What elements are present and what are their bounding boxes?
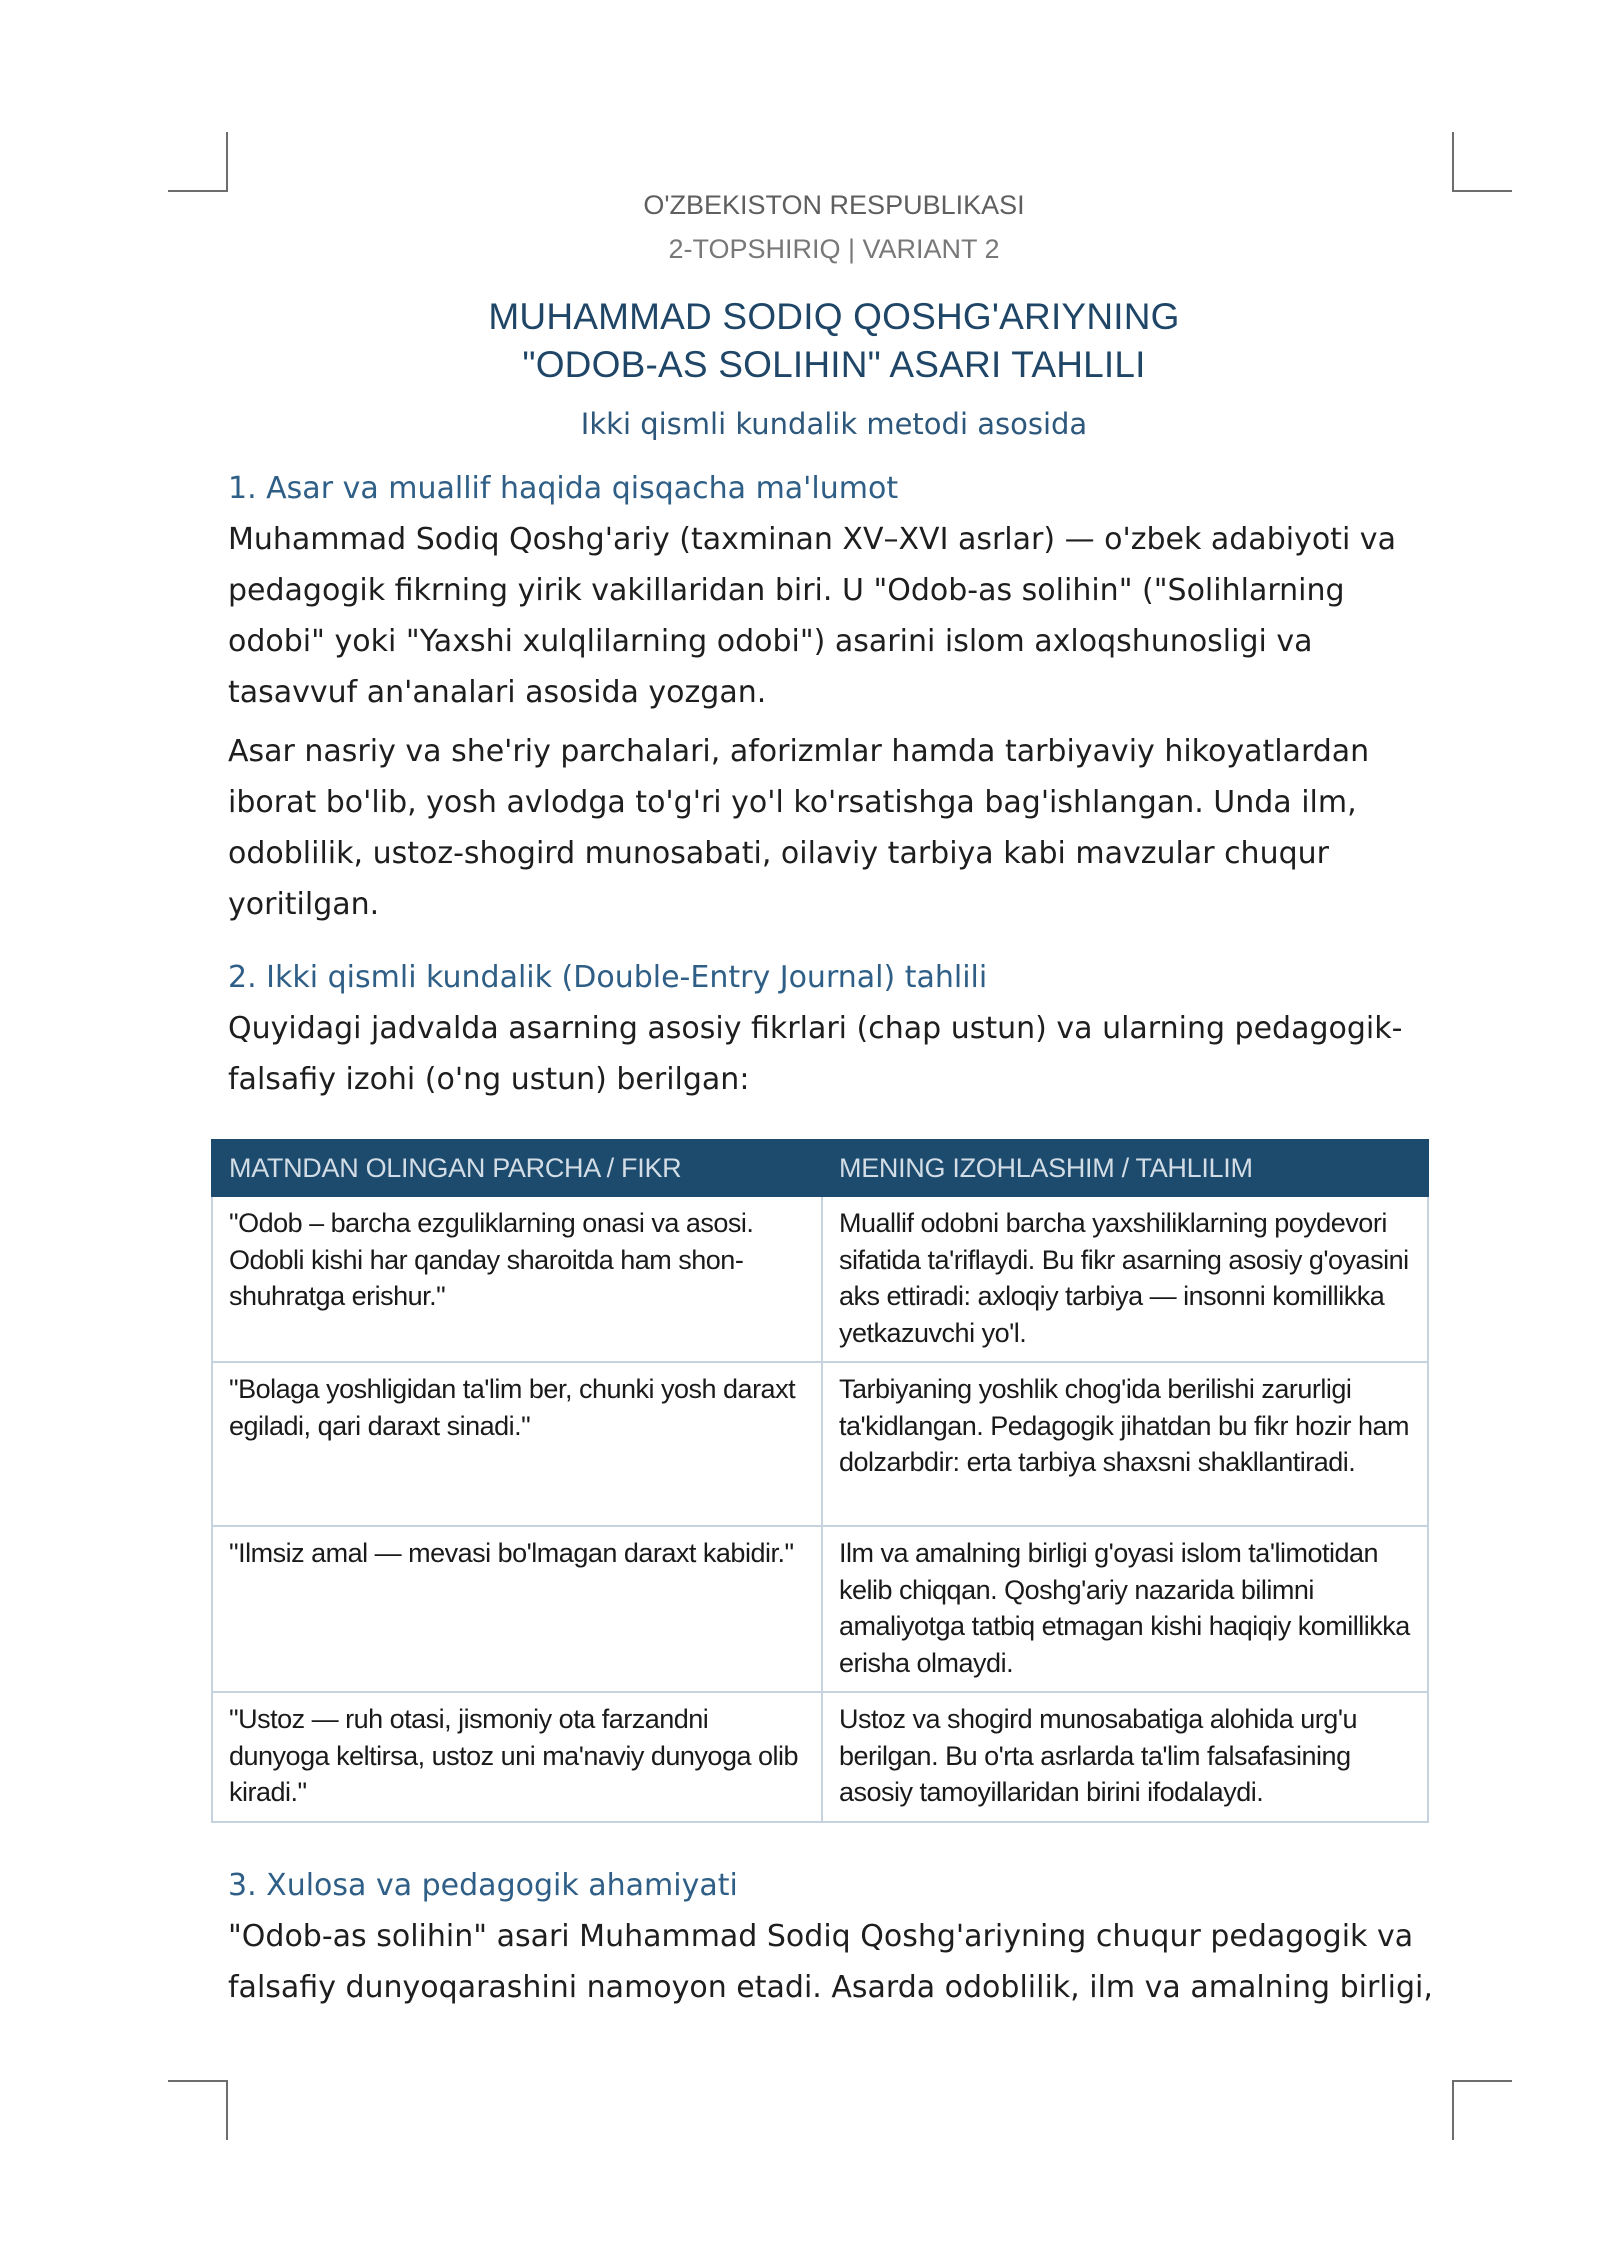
analysis-cell: Muallif odobni barcha yaxshiliklarning poydevori sifatida ta'riflaydi. Bu fikr asarning asosiy g'oyasini aks ettiradi: axloqiy tarbiya — insonni komillikka yetkazuvchi yo'l. xyxy=(822,1196,1428,1362)
crop-mark-top-right-v xyxy=(1452,132,1454,192)
analysis-cell: Ilm va amalning birligi g'oyasi islom ta'limotidan kelib chiqqan. Qoshg'ariy nazarida bilimni amaliyotga tatbiq etmagan kishi haqiqiy komillikka erisha olmaydi. xyxy=(822,1526,1428,1692)
quote-cell: "Ustoz — ruh otasi, jismoniy ota farzandni dunyoga keltirsa, ustoz uni ma'naviy dunyoga olib kiradi." xyxy=(212,1692,822,1822)
title-line-1: MUHAMMAD SODIQ QOSHG'ARIYNING xyxy=(488,296,1180,337)
header-assignment: 2-TOPSHIRIQ | VARIANT 2 xyxy=(668,234,1000,264)
section-1-paragraph-1: Muhammad Sodiq Qoshg'ariy (taxminan XV–XVI asrlar) — o'zbek adabiyoti va pedagogik fikrning yirik vakillaridan biri. U "Odob-as solihin" ("Solihlarning odobi" yoki "Yaxshi xulqlilarning odobi") asarini islom axloqshunosligi va tasavvuf an'analari asosida yozgan. xyxy=(228,522,1396,710)
section-2-heading: 2. Ikki qismli kundalik (Double-Entry Journal) tahlili xyxy=(228,960,988,995)
section-3-paragraph-1: "Odob-as solihin" asari Muhammad Sodiq Qoshg'ariyning chuqur pedagogik va falsafiy dunyoqarashini namoyon etadi. Asarda odoblilik, ilm va amalning birligi, xyxy=(228,1919,1433,2005)
quote-cell: "Ilmsiz amal — mevasi bo'lmagan daraxt kabidir." xyxy=(212,1526,822,1692)
crop-mark-top-left-v xyxy=(226,132,228,192)
title-line-2: "ODOB-AS SOLIHIN" ASARI TAHLILI xyxy=(522,344,1146,385)
crop-mark-bottom-right-v xyxy=(1452,2080,1454,2140)
document-subtitle: Ikki qismli kundalik metodi asosida xyxy=(580,407,1088,441)
section-1-paragraph-2: Asar nasriy va she'riy parchalari, aforizmlar hamda tarbiyaviy hikoyatlardan iborat bo'lib, yosh avlodga to'g'ri yo'l ko'rsatishga bag'ishlangan. Unda ilm, odoblilik, ustoz-shogird munosabati, oilaviy tarbiya kabi mavzular chuqur yoritilgan. xyxy=(228,734,1370,922)
header-country: O'ZBEKISTON RESPUBLIKASI xyxy=(643,190,1025,220)
document-body xyxy=(228,190,1440,1113)
section-2-paragraph-1: Quyidagi jadvalda asarning asosiy fikrlari (chap ustun) va ularning pedagogik-falsafiy izohi (o'ng ustun) berilgan: xyxy=(228,1011,1403,1097)
section-3-heading: 3. Xulosa va pedagogik ahamiyati xyxy=(228,1868,738,1903)
analysis-cell: Ustoz va shogird munosabatiga alohida urg'u berilgan. Bu o'rta asrlarda ta'lim falsafasining asosiy tamoyillaridan birini ifodalaydi. xyxy=(822,1692,1428,1822)
document-title xyxy=(228,293,1440,389)
column-header-analysis: MENING IZOHLASHIM / TAHLILIM xyxy=(822,1140,1428,1196)
conclusion-section xyxy=(228,1868,1440,2021)
table-row xyxy=(212,1196,1428,1362)
crop-mark-top-right-h xyxy=(1452,190,1512,192)
section-1-heading: 1. Asar va muallif haqida qisqacha ma'lumot xyxy=(228,471,899,506)
double-entry-journal-table xyxy=(211,1139,1429,1823)
crop-mark-top-left-h xyxy=(168,190,228,192)
table-row xyxy=(212,1526,1428,1692)
column-header-quote: MATNDAN OLINGAN PARCHA / FIKR xyxy=(212,1140,822,1196)
analysis-cell: Tarbiyaning yoshlik chog'ida berilishi zarurligi ta'kidlangan. Pedagogik jihatdan bu fikr hozir ham dolzarbdir: erta tarbiya shaxsni shakllantiradi. xyxy=(822,1362,1428,1526)
crop-mark-bottom-left-h xyxy=(168,2080,228,2082)
crop-mark-bottom-left-v xyxy=(226,2080,228,2140)
table-row xyxy=(212,1362,1428,1526)
table-row xyxy=(212,1692,1428,1822)
quote-cell: "Odob – barcha ezguliklarning onasi va asosi. Odobli kishi har qanday sharoitda ham shon-shuhratga erishur." xyxy=(212,1196,822,1362)
crop-mark-bottom-right-h xyxy=(1452,2080,1512,2082)
table-header-row xyxy=(212,1140,1428,1196)
quote-cell: "Bolaga yoshligidan ta'lim ber, chunki yosh daraxt egiladi, qari daraxt sinadi." xyxy=(212,1362,822,1526)
